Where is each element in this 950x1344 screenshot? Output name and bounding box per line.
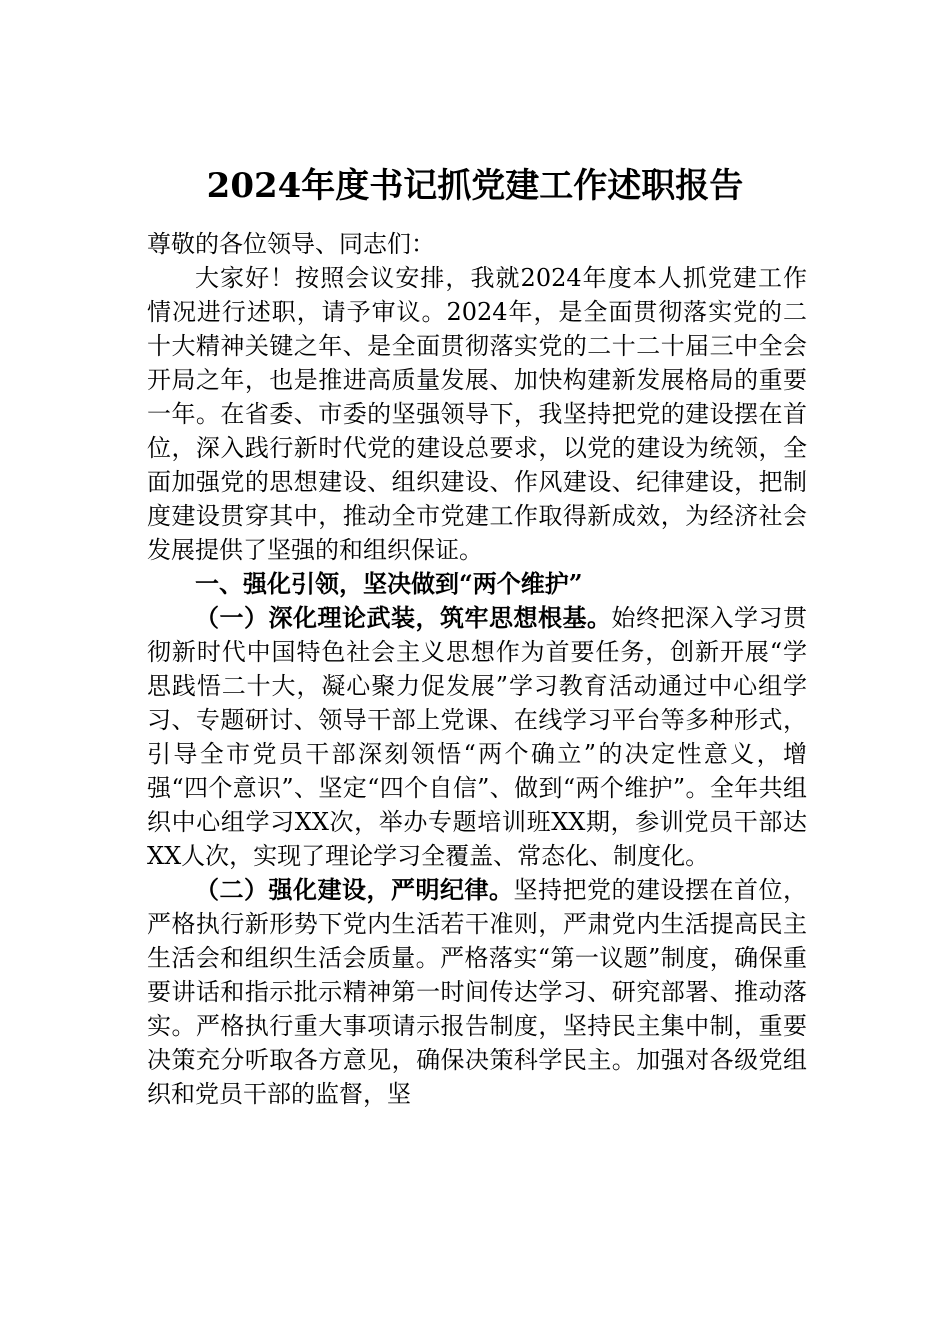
subsection-body-1: 始终把深入学习贯彻新时代中国特色社会主义思想作为首要任务，创新开展“学思践悟二十大，凝心聚力促发展”学习教育活动通过中心组学习、专题研讨、领导干部上党课、在线学习平台等多种形式，引导全市党员干部深刻领悟“两个确立”的决定性意义，增强“四个意识”、坚定“四个自信”、做到“两个维护”。全年共组织中心组学习XX次，举办专题培训班XX期，参训党员干部达XX人次，实现了理论学习全覆盖、常态化、制度化。 (147, 604, 807, 870)
salutation: 尊敬的各位领导、同志们： (147, 230, 435, 258)
subsection-paragraph-2 (147, 873, 807, 1111)
subsection-heading-1: （一）深化理论武装，筑牢思想根基。 (195, 603, 612, 632)
document-title: 2024年度书记抓党建工作述职报告 (206, 166, 744, 206)
intro-paragraph: 大家好！按照会议安排，我就2024年度本人抓党建工作情况进行述职，请予审议。2024年，是全面贯彻落实党的二十大精神关键之年、是全面贯彻落实党的二十二十届三中全会开局之年，也是推进高质量发展、加快构建新发展格局的重要一年。在省委、市委的坚强领导下，我坚持把党的建设摆在首位，深入践行新时代党的建设总要求，以党的建设为统领，全面加强党的思想建设、组织建设、作风建设、纪律建设，把制度建设贯穿其中，推动全市党建工作取得新成效，为经济社会发展提供了坚强的和组织保证。 (147, 264, 807, 564)
document-body (147, 227, 807, 1111)
subsection-heading-2: （二）强化建设，严明纪律。 (195, 875, 514, 904)
subsection-paragraph-1 (147, 601, 807, 873)
subsection-body-2: 坚持把党的建设摆在首位，严格执行新形势下党内生活若干准则，严肃党内生活提高民主生活会和组织生活会质量。严格落实“第一议题”制度，确保重要讲话和指示批示精神第一时间传达学习、研究部署、推动落实。严格执行重大事项请示报告制度，坚持民主集中制，重要决策充分听取各方意见，确保决策科学民主。加强对各级党组织和党员干部的监督，坚 (147, 876, 807, 1108)
section-heading-1: 一、强化引领，坚决做到“两个维护” (195, 569, 583, 598)
